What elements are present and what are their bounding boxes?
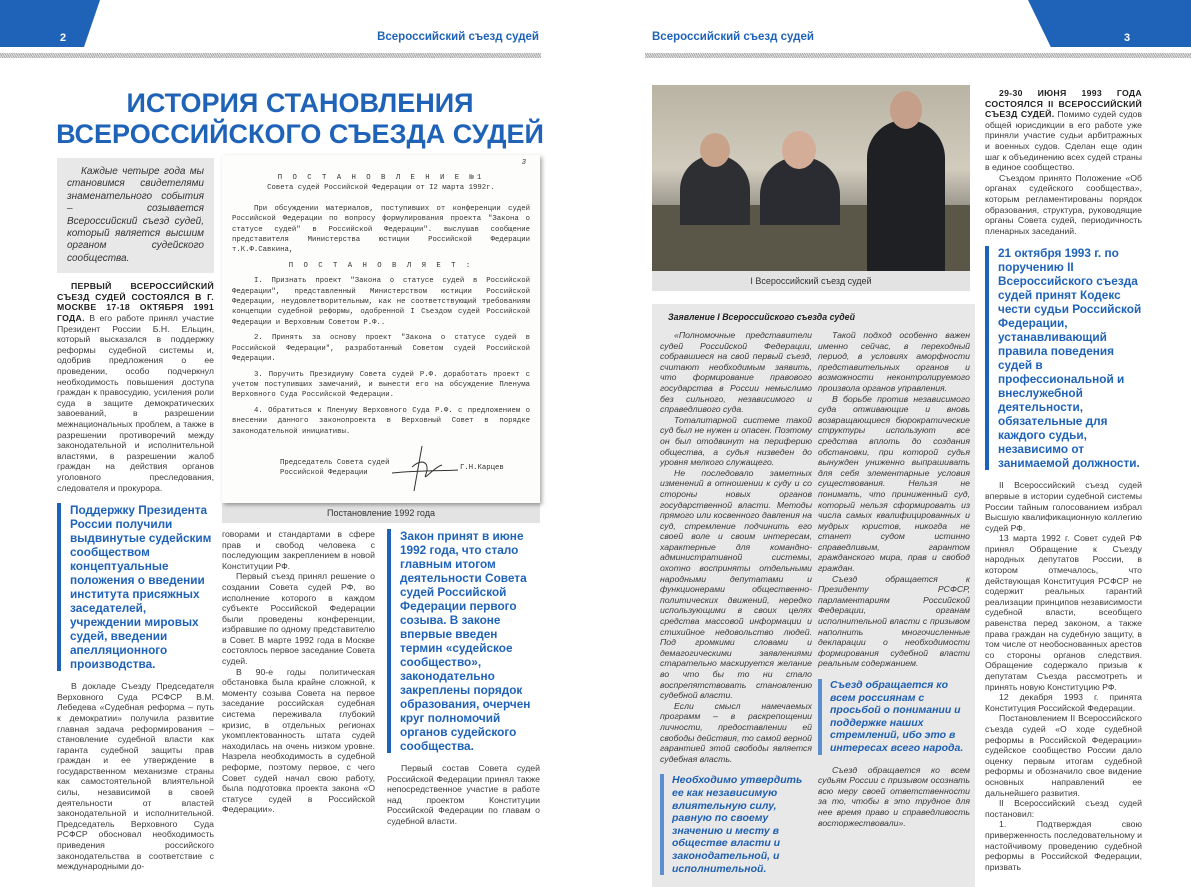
header-rule-right (645, 53, 1191, 58)
statement-title: Заявление I Всероссийского съезда судей (668, 312, 855, 322)
paragraph: «Полномочные представители судей Российской Федерации, собравшиеся на свой первый съезд, считают необходимым заявить, что формирование правового государства в России немыслимо без сильного, независимого и справедливого суда. (660, 330, 812, 415)
middle-right-column (387, 529, 540, 827)
paragraph: Первый съезд принял решение о создании Совета судей РФ, во исполнение которого в каждом субъекте Российской Федерации были проведены конференции, избравшие по одному представителю в Совет. В марте 1992 года в Москве состоялось первое заседание Совета судей. (222, 571, 375, 667)
page-title (20, 88, 580, 150)
report-paragraph (57, 681, 214, 872)
title-line: ВСЕРОССИЙСКОГО СЪЕЗДА СУДЕЙ (56, 119, 544, 149)
title-line: ИСТОРИЯ СТАНОВЛЕНИЯ (126, 88, 474, 118)
doc-item: 4. Обратиться к Пленуму Верховного Суда Р.Ф. с предложением о внесении данного законопроекта в Верховный Совет в порядке законодательной инициативы. (232, 406, 530, 436)
right-column (985, 88, 1142, 872)
doc-subheading: Совета судей Российской Федерации от I2 марта 1992г. (267, 184, 495, 193)
doc-signatory-title: Председатель Совета судей Российской Федерации (280, 458, 390, 477)
lead-text: Помимо судей судов общей юрисдикции в его работе уже приняли участие судьи арбитражных и военных судов. Сделан еще один шаг к объединению всех судей страны в единое сообщество. (985, 109, 1142, 173)
paragraph: Тоталитарной системе такой суд был не нужен и опасен. Поэтому он был отодвинут на периферию общества, а судья низведен до уровня мелкого служащего. (660, 414, 812, 468)
page-tab-left (0, 0, 100, 47)
page-number-right: 3 (1124, 32, 1131, 44)
paragraph: Съезд обращается ко всем судьям России с призывом осознать всю меру своей ответственности за то, чтобы в это трудное для нее время право и справедливость восторжествовали». (818, 764, 970, 828)
doc-signatory-name: Г.Н.Карцев (460, 463, 504, 472)
pull-quote-2: Закон принят в июне 1992 года, что стало главным итогом деятельности Совета судей Российской Федерации первого созыва. В законе впервые введен термин «судейское сообщество», законодательно закреплены порядок образования, очерчен круг полномочий органов судейского сообщества. (387, 529, 540, 753)
paragraph: Такой подход особенно важен именно сейчас, в переходный период, в условиях аморфности представительных органов и возможности неконтролируемого произвола органов управления. (818, 330, 970, 393)
page-number-left: 2 (60, 32, 67, 44)
paragraph: говорами и стандартами в сфере прав и свобод человека с последующим закреплением в новой Конституции РФ. (222, 528, 375, 571)
paragraph: В докладе Съезду Председателя Верховного Суда РСФСР В.М. Лебедева «Судебная реформа – путь к демократии» получила развитие главная задача реформирования – становление судебной власти как гаранта судебной защиты прав граждан и ее утверждение в государственном механизме страны как самостоятельной влиятельной силы, независимой в своей деятельности от властей законодательной и исполнительной. Председатель Верховного Суда РСФСР обосновал необходимость приведения российского законодательства в соответствие с международными до- (57, 681, 214, 872)
header-rule-left (0, 53, 541, 58)
statement-box (652, 304, 975, 887)
document-caption: Постановление 1992 года (222, 503, 540, 523)
paragraph: Съезд обращается к Президенту РСФСР, парламентариям Российской Федерации, органам исполнительной власти с призывом наполнить многочисленные декларации о необходимости формирования судебной власти реальным содержанием. (818, 573, 970, 669)
pull-quote-1: Поддержку Президента России получили выдвинутые судейским сообществом концептуальные положения о введении института присяжных заседателей, учреждении мировых судей, введении апелляционного производства. (57, 503, 214, 671)
page-mark: 3 (521, 159, 526, 167)
doc-heading: П О С Т А Н О В Л Е Н И Е №1 (277, 174, 485, 182)
lead-caps: ПЕРВЫЙ ВСЕРОССИЙСКИЙ СЪЕЗД СУДЕЙ СОСТОЯЛСЯ В Г. МОСКВЕ 17-18 ОКТЯБРЯ 1991 ГОДА. (57, 281, 214, 324)
page-tab-right (1028, 0, 1191, 47)
doc-signature-row (232, 443, 530, 493)
lead-caps: 29-30 ИЮНЯ 1993 ГОДА СОСТОЯЛСЯ II ВСЕРОССИЙСКИЙ СЪЕЗД СУДЕЙ. (985, 88, 1142, 120)
running-title-right: Всероссийский съезд судей (652, 31, 814, 43)
paragraph: II Всероссийский съезд судей впервые в истории судебной системы России тайным голосованием избрал Высшую квалификационную коллегию судей РФ. (985, 480, 1142, 533)
statement-closing (818, 765, 970, 829)
person-head (700, 133, 730, 167)
first-council-paragraph (387, 763, 540, 827)
paragraph: В 90-е годы политическая обстановка была крайне сложной, к моменту созыва Совета на первое заседание российская судебная система переживала глубокий кризис, в отдельных регионах укомплектованность штата судей находилась на очень низком уровне. Назрела необходимость в судебной реформе, поэтому первое, с чего Совет судей начал свою работу, была подготовка проекта закона «О статусе судей в Российской Федерации». (222, 666, 375, 815)
middle-column (222, 529, 375, 827)
speaker-silhouette (867, 120, 945, 271)
doc-item: 2. Принять за основу проект "Закона о статусе судей в Российской Федерации", разработанный Советом судей Российской Федерации. (232, 334, 530, 364)
paragraph: Если смысл намечаемых программ – в раскрепощении личности, предоставлении ей свободы действия, то самой верной гарантией этой свободы является судебная власть. (660, 700, 812, 764)
doc-item: I. Признать проект "Закона о статусе судей в Российской Федерации", представленный Министерством юстиции Российской Федерации, неудовлетворительным, как не соответствующий требованиям концепции судебной реформы, одобренной I Съездом судей Российской Федерации и Верховным Советом Р.Ф.. (232, 277, 530, 327)
photo-caption: I Всероссийский съезд судей (652, 271, 970, 291)
statement-column-1 (660, 330, 812, 875)
pull-quote-code-of-honor: 21 октября 1993 г. по поручению II Всероссийского съезда судей принят Кодекс чести судьи Российской Федерации, устанавливающий правила поведения судей в профессиональной и внеслужебной деятельности, обязательные для каждого судьи, независимо от занимаемой должности. (985, 246, 1142, 470)
person-head (782, 131, 816, 169)
paragraph: Первый состав Совета судей Российской Федерации принял также непосредственное участие в работе над проектом Конституции Российской Федерации по главам о судебной власти. (387, 762, 540, 826)
paragraph: 12 декабря 1993 г. принята Конституция Российской Федерации. (985, 692, 1142, 713)
right-column-body (985, 480, 1142, 872)
running-title-left: Всероссийский съезд судей (377, 31, 539, 43)
statement-column-2 (818, 330, 970, 875)
paragraph: 13 марта 1992 г. Совет судей РФ принял Обращение к Съезду народных депутатов России, в котором отмечалось, что действующая Конституция РСФСР не содержит реальных гарантий реализации принципов независимости судебной власти, всеобщего равенства перед законом, а также права граждан на судебную защиту, в том числе от необоснованных арестов со стороны органов следствия. Обращение содержало призыв к депутатам Съезда рассмотреть и принять новую Конституцию РФ. (985, 533, 1142, 692)
congress-photo (652, 85, 970, 271)
paragraph: 1. Подтверждая свою приверженность последовательному и настойчивому проведению судебной реформы в Российской Федерации, призвать (985, 819, 1142, 872)
statement-quote-2: Съезд обращается ко всем россиянам с просьбой о понимании и поддержке наших стремлений, ибо это в интересах всего народа. (818, 679, 970, 755)
doc-preamble: При обсуждении материалов, поступивших от конференции судей Российской Федерации по вопросу формулирования проекта "Закона о статусе судей" в Российской Федерации". выслушав сообщение представителя Министерства юстиции Российской Федерации т.К.Ф.Савкина, (232, 204, 530, 255)
document-block (222, 155, 540, 827)
paragraph: II Всероссийский съезд судей постановил: (985, 798, 1142, 819)
paragraph: Постановлением II Всероссийского съезда судей «О ходе судебной реформы в Российской Федерации» судейское сообщество России дало оценку первым итогам судебной реформы и обозначило свое видение основных направлений ее дальнейшего развития. (985, 713, 1142, 798)
second-congress-lead (985, 88, 1142, 236)
right-left-block (652, 85, 975, 887)
document-below-columns (222, 529, 540, 827)
doc-item: 3. Поручить Президиуму Совета судей Р.Ф. доработать проект с учетом поступивших замечаний, и вынести его на обсуждение Пленума Верховного Суда Российской Федерации. (232, 370, 530, 400)
resolution-document (222, 155, 540, 503)
lead-text: В его работе принял участие Президент России Б.Н. Ельцин, который высказался в поддержку реформы судебной системы и, одобрив предложения о ее проведении, особо подчеркнул необходимость повышения доступа граждан к правосудию, усиления роли суда в защите демократических завоеваний, в разрешении межнациональных проблем, а также в разрешении противоречий между законодательной и исполнительной властями, в разрешении жалоб граждан на действия органов уголовного преследования, следователя и прокурора. (57, 313, 214, 493)
statement-quote-1: Необходимо утвердить ее как независимую влиятельную силу, равную по своему значению и месту в обществе власти и законодательной, и исполнительной. (660, 774, 812, 875)
statement-columns (660, 330, 969, 875)
paragraph: В борьбе против независимого суда отживающие и вновь возвращающиеся бюрократические структуры используют все средства вплоть до создания обстановки, при которой судья вынужден униженно выпрашивать для себя элементарные условия существования. Нельзя не понимать, что приниженный суд, который нельзя сформировать из числа самых квалифицированных и мудрых юристов, никогда не станет судом истинно справедливым, гарантом гражданского мира, прав и свобод граждан. (818, 393, 970, 574)
left-column (57, 158, 214, 872)
paragraph: Съездом принято Положение «Об органах судейского сообщества», которым регламентированы порядок образования, структура, руководящие органы Совета судей, периодичность пленарных заседаний. (985, 172, 1142, 236)
intro-quote: Каждые четыре года мы становимся свидетелями знаменательного события – созывается Всероссийский съезд судей, который является высшим органом судейского сообщества. (57, 158, 214, 273)
lead-paragraph (57, 281, 214, 493)
doc-resolves: П О С Т А Н О В Л Я Е Т : (288, 261, 474, 270)
speaker-head (890, 91, 922, 129)
signature-icon (390, 443, 460, 493)
paragraph: Не последовало заметных изменений в отношении к суду и со стороны новых органов государственной власти. Методы прямого или косвенного давления на суд, стремление подчинить его своей воле и своим интересам, характерные для командно-административной системы, охотно восприняты отдельными народными депутатами и функционерами общественно-политических движений, нередко использующими в своих целях средства массовой информации и стихийное недовольство людей. Под громкими словами и демагогическими заявлениями старательно маскируется желание во что бы то ни стало воспрепятствовать становлению судебной власти. (660, 467, 812, 701)
